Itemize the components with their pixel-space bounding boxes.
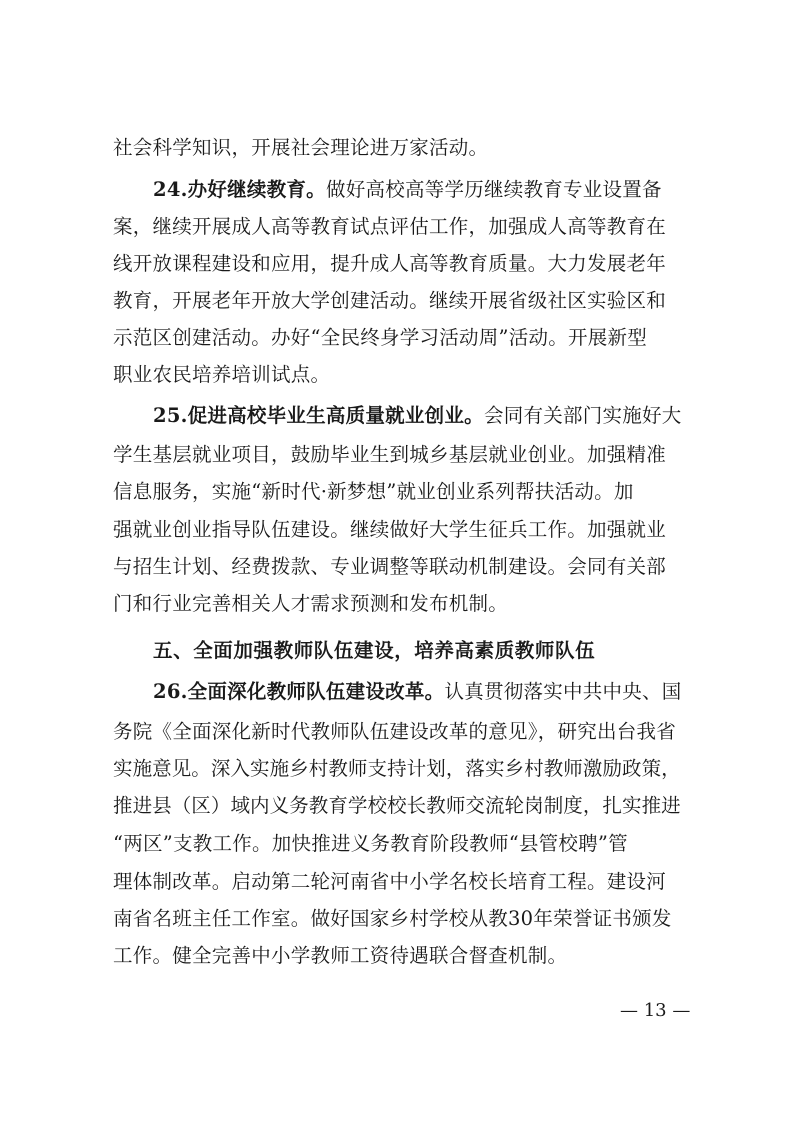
page-number: — 13 —: [620, 1000, 691, 1021]
body-line: [113, 905, 681, 933]
item-25-heading: 25.促进高校毕业生高质量就业创业。: [153, 404, 484, 427]
body-line: [113, 755, 681, 783]
section-heading-5: [153, 637, 656, 665]
line-text: 门和行业完善相关人才需求预测和发布机制。: [113, 592, 509, 615]
body-line: [113, 516, 681, 544]
item-26-heading: 26.全面深化教师队伍建设改革。: [153, 680, 445, 703]
body-line: [113, 361, 363, 389]
line-text: 会同有关部门实施好大: [483, 404, 682, 427]
line-text: 工作。健全完善中小学教师工资待遇联合督查机制。: [113, 944, 568, 967]
line-text: 学生基层就业项目，鼓励毕业生到城乡基层就业创业。加强精准: [113, 443, 667, 466]
body-line: [113, 287, 681, 315]
line-text: 推进县（区）域内义务教育学校校长教师交流轮岗制度，扎实推进: [113, 794, 681, 817]
line-text: 线开放课程建设和应用，提升成人高等教育质量。大力发展老年: [113, 252, 667, 275]
line-text: 教育，开展老年开放大学创建活动。继续开展省级社区实验区和: [113, 289, 667, 312]
line-text: 南省名班主任工作室。做好国家乡村学校从教30年荣誉证书颁发: [113, 907, 672, 930]
line-text: 理体制改革。启动第二轮河南省中小学名校长培育工程。建设河: [113, 870, 667, 893]
section-heading-text: 五、全面加强教师队伍建设，培养高素质教师队伍: [153, 639, 596, 662]
line-text: 认真贯彻落实中共中央、国: [444, 680, 682, 703]
line-text: 示范区创建活动。办好“全民终身学习活动周”活动。开展新型: [113, 326, 647, 349]
body-line: [113, 590, 533, 618]
line-text: 信息服务，实施“新时代·新梦想”就业创业系列帮扶活动。加: [113, 480, 634, 503]
item-24-title-line: [153, 176, 681, 204]
line-text: 与招生计划、经费拨款、专业调整等联动机制建设。会同有关部: [113, 555, 667, 578]
body-line: [113, 792, 681, 820]
body-line: [113, 718, 681, 746]
line-text: 务院《全面深化新时代教师队伍建设改革的意见》，研究出台我省: [113, 720, 677, 743]
body-line: [113, 478, 681, 506]
body-line: [113, 250, 681, 278]
item-25-title-line: [153, 402, 681, 430]
item-26-title-line: [153, 678, 681, 706]
line-text: 职业农民培养培训试点。: [113, 363, 331, 386]
body-line: [113, 868, 681, 896]
line-text: 强就业创业指导队伍建设。继续做好大学生征兵工作。加强就业: [113, 518, 667, 541]
body-line: [113, 213, 681, 241]
body-line: [113, 553, 681, 581]
body-line: [113, 942, 581, 970]
line-text: 实施意见。深入实施乡村教师支持计划，落实乡村教师激励政策，: [113, 757, 681, 780]
body-line: [113, 830, 681, 858]
line-text: “两区”支教工作。加快推进义务教育阶段教师“县管校聘”管: [113, 832, 628, 855]
body-line: [113, 441, 681, 469]
item-24-heading: 24.办好继续教育。: [153, 178, 326, 201]
body-line: [113, 134, 498, 162]
body-line: [113, 324, 681, 352]
line-text: 做好高校高等学历继续教育专业设置备: [325, 178, 662, 201]
line-text: 案，继续开展成人高等教育试点评估工作，加强成人高等教育在: [113, 215, 667, 238]
line-text: 社会科学知识，开展社会理论进万家活动。: [113, 136, 489, 159]
